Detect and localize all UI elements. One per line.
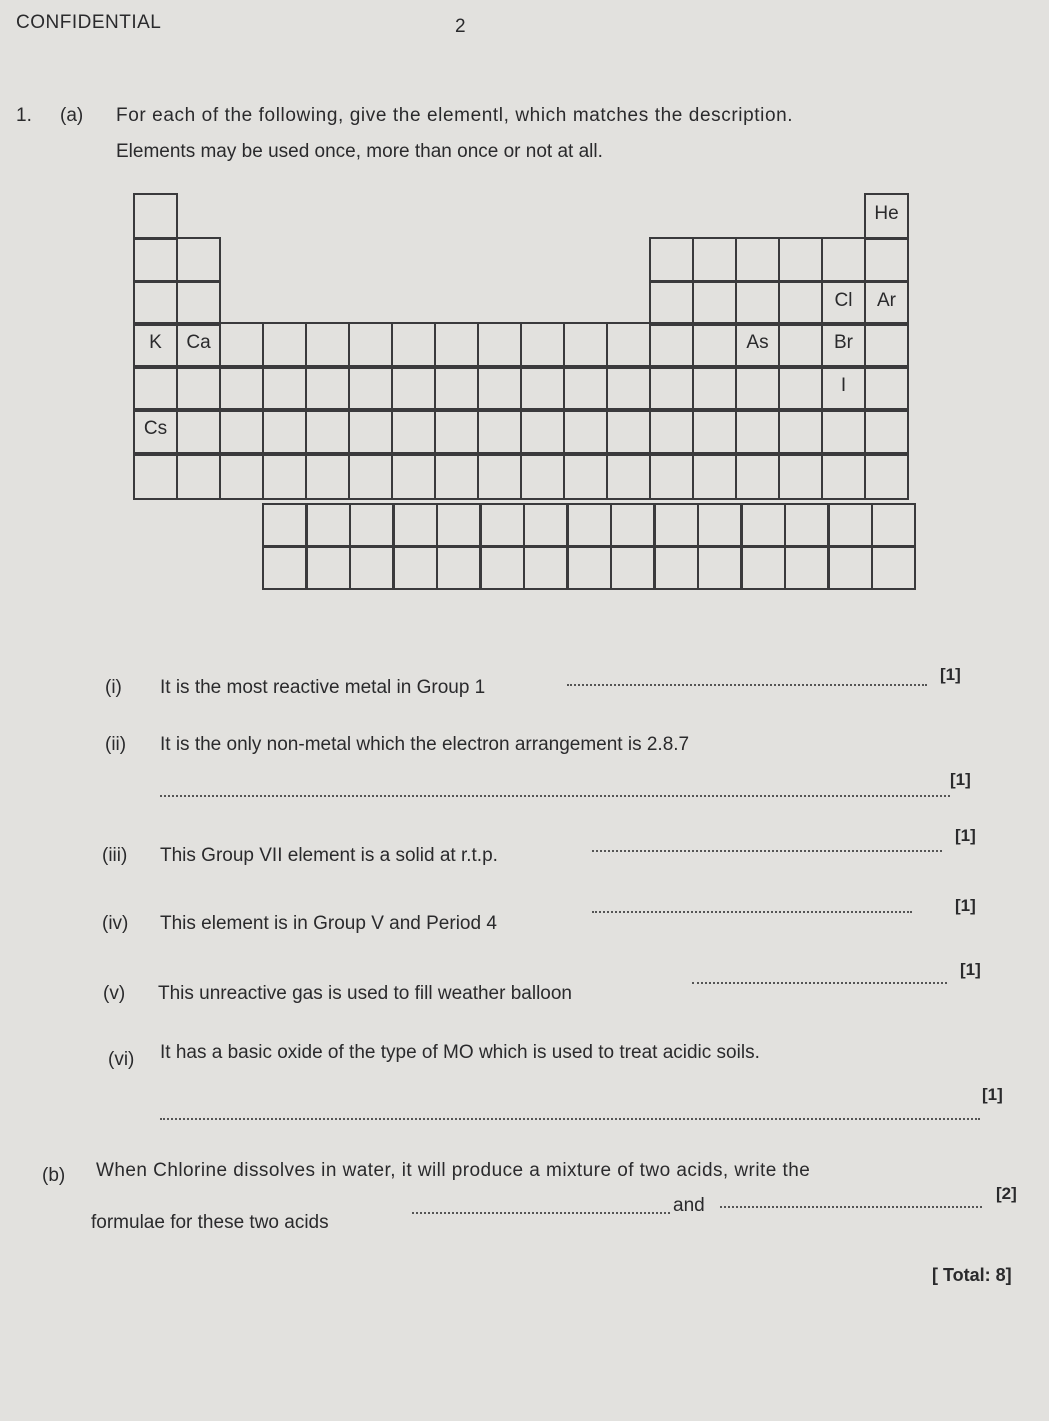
- table-cell: [735, 408, 780, 456]
- f-block-cell: [523, 545, 568, 590]
- item-iii-number: (iii): [102, 845, 128, 866]
- table-cell: [649, 452, 694, 500]
- item-v-text: This unreactive gas is used to fill weather balloon: [158, 983, 573, 1004]
- table-cell: [649, 237, 694, 283]
- element-symbol-i: I: [840, 375, 847, 396]
- f-block-cell: [654, 503, 699, 548]
- table-cell: [864, 452, 909, 500]
- f-block-cell: [871, 503, 916, 548]
- table-cell: [778, 408, 823, 456]
- item-iv-answer-line[interactable]: [592, 911, 912, 913]
- element-symbol-k: K: [149, 332, 162, 353]
- table-cell: [778, 365, 823, 412]
- part-b-line2: formulae for these two acids: [91, 1212, 329, 1233]
- table-cell: [219, 452, 264, 500]
- f-block-cell: [306, 503, 351, 548]
- item-i-mark: [1]: [940, 665, 961, 684]
- table-cell: [477, 452, 522, 500]
- item-iv-mark: [1]: [955, 896, 976, 915]
- table-cell: [391, 322, 436, 369]
- table-cell: [348, 408, 393, 456]
- f-block-cell: [306, 545, 351, 590]
- table-cell: [864, 237, 909, 283]
- f-block-cell: [610, 503, 655, 548]
- part-a-intro-line2: Elements may be used once, more than once or not at all.: [116, 141, 603, 162]
- table-cell: [262, 452, 307, 500]
- table-cell: [864, 365, 909, 412]
- table-cell: [262, 408, 307, 456]
- table-cell: [649, 408, 694, 456]
- f-block-cell: [436, 503, 481, 548]
- table-cell: [606, 322, 651, 369]
- table-cell: [434, 365, 479, 412]
- item-iii-mark: [1]: [955, 826, 976, 845]
- f-block-cell: [523, 503, 568, 548]
- f-block-cell: [567, 545, 612, 590]
- part-b-answer-line-1[interactable]: [412, 1212, 670, 1214]
- item-ii-mark: [1]: [950, 770, 971, 789]
- item-iii-text: This Group VII element is a solid at r.t.p.: [160, 845, 498, 866]
- table-cell: [735, 237, 780, 283]
- table-cell: [821, 452, 866, 500]
- table-cell: [176, 280, 221, 326]
- table-cell: [735, 452, 780, 500]
- table-cell: [563, 322, 608, 369]
- table-cell: [606, 408, 651, 456]
- part-a-label: (a): [60, 105, 84, 126]
- f-block-cell: [741, 503, 786, 548]
- f-block-cell: [393, 503, 438, 548]
- f-block-cell: [567, 503, 612, 548]
- f-block-cell: [393, 545, 438, 590]
- table-cell: [692, 280, 737, 326]
- question-number: 1.: [16, 105, 32, 126]
- element-symbol-br: Br: [834, 332, 853, 353]
- f-block-cell: [262, 545, 307, 590]
- part-a-intro-line1: For each of the following, give the elementl, which matches the description.: [116, 105, 794, 126]
- element-symbol-as: As: [746, 332, 769, 353]
- table-cell: [649, 365, 694, 412]
- table-cell: [520, 408, 565, 456]
- table-cell: [348, 452, 393, 500]
- f-block-cell: [436, 545, 481, 590]
- total-marks: [ Total: 8]: [932, 1265, 1012, 1285]
- part-b-answer-line-2[interactable]: [720, 1206, 982, 1208]
- item-i-answer-line[interactable]: [567, 684, 927, 686]
- item-ii-answer-line[interactable]: [160, 795, 950, 797]
- table-cell: [692, 237, 737, 283]
- f-block-cell: [349, 503, 394, 548]
- table-cell: [520, 452, 565, 500]
- table-cell: [735, 365, 780, 412]
- table-cell: [262, 365, 307, 412]
- table-cell: [477, 322, 522, 369]
- table-cell: [348, 365, 393, 412]
- f-block-cell: [610, 545, 655, 590]
- table-cell: [434, 452, 479, 500]
- element-symbol-he: He: [874, 203, 899, 224]
- item-i-number: (i): [105, 677, 122, 698]
- table-cell: [348, 322, 393, 369]
- table-cell: [778, 452, 823, 500]
- table-cell: [692, 322, 737, 369]
- table-cell: [563, 452, 608, 500]
- f-block-cell: [828, 503, 873, 548]
- table-cell: [692, 365, 737, 412]
- table-cell: [649, 280, 694, 326]
- f-block-cell: [871, 545, 916, 590]
- item-ii-text: It is the only non-metal which the electron arrangement is 2.8.7: [160, 734, 690, 755]
- table-cell: [176, 408, 221, 456]
- table-cell: [176, 237, 221, 283]
- table-cell: [778, 280, 823, 326]
- item-vi-text: It has a basic oxide of the type of MO which is used to treat acidic soils.: [160, 1042, 760, 1063]
- table-cell: [477, 365, 522, 412]
- table-cell: [520, 365, 565, 412]
- table-cell: [649, 322, 694, 369]
- table-cell: [434, 322, 479, 369]
- f-block-cell: [697, 545, 742, 590]
- table-cell: [133, 452, 178, 500]
- part-b-line1: When Chlorine dissolves in water, it will produce a mixture of two acids, write the: [96, 1160, 811, 1181]
- part-b-mark: [2]: [996, 1184, 1017, 1203]
- item-i-text: It is the most reactive metal in Group 1: [160, 677, 486, 698]
- table-cell: [778, 322, 823, 369]
- page-number: 2: [455, 16, 467, 37]
- item-vi-answer-line[interactable]: [160, 1118, 980, 1120]
- table-cell: [305, 365, 350, 412]
- table-cell: [692, 452, 737, 500]
- table-cell: [133, 193, 178, 240]
- table-cell: [133, 237, 178, 283]
- table-cell: [563, 365, 608, 412]
- table-cell: [821, 408, 866, 456]
- f-block-cell: [480, 503, 525, 548]
- item-iii-answer-line[interactable]: [592, 850, 942, 852]
- element-symbol-cl: Cl: [834, 290, 853, 311]
- table-cell: [176, 452, 221, 500]
- f-block-cell: [697, 503, 742, 548]
- table-cell: [520, 322, 565, 369]
- table-cell: [305, 452, 350, 500]
- item-iv-number: (iv): [102, 913, 129, 934]
- table-cell: [692, 408, 737, 456]
- item-v-answer-line[interactable]: [692, 982, 947, 984]
- table-cell: [864, 322, 909, 369]
- element-symbol-cs: Cs: [143, 418, 168, 439]
- table-cell: [735, 280, 780, 326]
- table-cell: [391, 452, 436, 500]
- table-cell: [305, 322, 350, 369]
- element-symbol-ca: Ca: [186, 332, 211, 353]
- table-cell: [305, 408, 350, 456]
- f-block-cell: [741, 545, 786, 590]
- table-cell: [477, 408, 522, 456]
- table-cell: [778, 237, 823, 283]
- f-block-cell: [784, 503, 829, 548]
- table-cell: [606, 365, 651, 412]
- table-cell: [606, 452, 651, 500]
- item-v-number: (v): [103, 983, 126, 1004]
- item-vi-number: (vi): [108, 1049, 135, 1070]
- table-cell: [176, 365, 221, 412]
- table-cell: [219, 365, 264, 412]
- part-b-label: (b): [42, 1165, 66, 1186]
- table-cell: [391, 408, 436, 456]
- f-block-cell: [262, 503, 307, 548]
- table-cell: [133, 280, 178, 326]
- f-block-cell: [654, 545, 699, 590]
- item-v-mark: [1]: [960, 960, 981, 979]
- item-iv-text: This element is in Group V and Period 4: [160, 913, 497, 934]
- item-ii-number: (ii): [105, 734, 127, 755]
- table-cell: [391, 365, 436, 412]
- table-cell: [864, 408, 909, 456]
- table-cell: [133, 365, 178, 412]
- f-block-cell: [349, 545, 394, 590]
- element-symbol-ar: Ar: [877, 290, 896, 311]
- table-cell: [434, 408, 479, 456]
- table-cell: [262, 322, 307, 369]
- f-block-cell: [784, 545, 829, 590]
- table-cell: [821, 237, 866, 283]
- f-block-cell: [828, 545, 873, 590]
- periodic-table: [0, 0, 1049, 620]
- table-cell: [563, 408, 608, 456]
- confidential-label: CONFIDENTIAL: [16, 12, 162, 33]
- item-vi-mark: [1]: [982, 1085, 1003, 1104]
- table-cell: [219, 322, 264, 369]
- f-block-cell: [480, 545, 525, 590]
- part-b-and: and: [673, 1195, 705, 1216]
- table-cell: [219, 408, 264, 456]
